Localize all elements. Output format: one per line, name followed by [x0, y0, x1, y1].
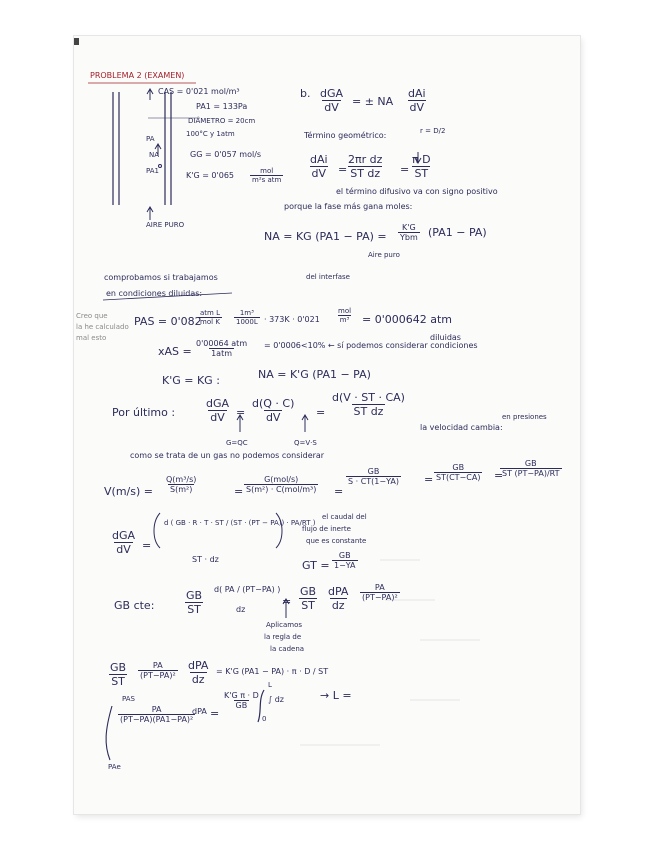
int-dpa: dPA: [192, 707, 207, 716]
pas-mid: · 373K · 0'021: [264, 315, 320, 324]
r1-frac: $\frac{GB}{ST}$: [300, 585, 317, 612]
label-pa: PA: [146, 135, 155, 143]
pas-unit2: $\frac{\text{1m³}}{1000L}$: [236, 309, 258, 327]
given-cas: CAS = 0'021 mol/m³: [158, 87, 240, 96]
last-rhs: $\frac{d(V \cdot ST \cdot CA)}{\text{ST dz}}$: [332, 391, 405, 418]
note-gana-moles: porque la fase más gana moles:: [284, 202, 413, 211]
int-eq: =: [210, 707, 220, 720]
termino-geometrico: Término geométrico:: [304, 131, 387, 140]
note-gas: como se trata de un gas no podemos considerar: [130, 451, 325, 460]
int2-lower: 0: [262, 715, 267, 723]
caudal-note-3: que es constante: [306, 537, 367, 545]
side-note-1: Creo que: [76, 312, 108, 320]
v-frac4: $\frac{GB}{ST(CT-CA)}$: [436, 463, 481, 483]
last-lhs: dGA dV: [206, 397, 230, 424]
chain-rule-1: Aplicamos: [266, 621, 303, 629]
k-frac: $\frac{\text{K'G π · D}}{GB}$: [224, 691, 259, 711]
note-interfase: del interfase: [306, 273, 350, 281]
int2-upper: L: [268, 681, 272, 689]
f1-frac: $\frac{GB}{ST}$: [110, 661, 127, 688]
given-gg: GG = 0'057 mol/s: [190, 150, 262, 159]
xas-frac: 0'00064 atm 1atm: [196, 339, 248, 359]
gt-frac: $\frac{GB}{1-YA}$: [334, 551, 356, 571]
label-na: NA: [149, 151, 160, 159]
geo-rhs: $\frac{\text{π D}}{ST}$: [412, 153, 431, 180]
f2-frac: $\frac{PA}{\text{(PT−PA)²}}$: [140, 661, 176, 681]
label-pa1: PA1: [146, 167, 160, 175]
part-b-label: b.: [300, 87, 311, 100]
chain-rule-2: la regla de: [264, 633, 302, 641]
side-note-3: mal esto: [76, 334, 107, 342]
caudal-note-2: flujo de inerte: [302, 525, 351, 533]
given-diameter: DIÁMETRO = 20cm: [188, 117, 256, 125]
eq1-rhs: dAi dV: [408, 87, 426, 114]
note-aire-puro: Aire puro: [368, 251, 400, 259]
geo-lhs: dAi dV: [310, 153, 328, 180]
kg-equals: K'G = KG :: [162, 374, 220, 387]
geo-mid: $\frac{\text{2πr dz}}{\text{ST dz}}$: [348, 153, 383, 180]
note-difusivo: el término difusivo va con signo positivo: [336, 187, 498, 196]
note-presiones: en presiones: [502, 413, 547, 421]
given-pa1: PA1 = 133Pa: [196, 102, 248, 111]
dz-part: dz: [236, 605, 246, 614]
int2: ∫ dz: [268, 695, 284, 704]
gb-frac: $\frac{GB}{ST}$: [186, 589, 203, 616]
v-frac1: $\frac{\text{Q(m³/s)}}{\text{S(m²)}}$: [166, 475, 197, 495]
xas-lhs: xAS =: [158, 345, 192, 358]
d-part: d( PA / (PT−PA) ): [214, 585, 281, 594]
na-equation: NA = KG (PA1 − PA) =: [264, 230, 387, 243]
xas-rhs: = 0'0006<10% ← sí podemos considerar condiciones: [264, 341, 478, 350]
na-fraction: K'G Ybm: [400, 223, 418, 243]
eq1-mid: = ± NA: [352, 95, 394, 108]
por-ultimo: Por último :: [112, 406, 176, 419]
radius-eq: r = D/2: [420, 127, 446, 135]
check-line1: comprobamos si trabajamos: [104, 273, 218, 282]
r3-frac: $\frac{PA}{\text{(PT−PA)²}}$: [362, 583, 398, 603]
r2-frac: dPA dz: [328, 585, 349, 612]
q-equals-vs: Q=V·S: [294, 439, 317, 447]
given-temperature: 100°C y 1atm: [186, 130, 235, 138]
eq1-lhs: dGA dV: [320, 87, 344, 114]
deriv-eq: =: [282, 595, 292, 608]
given-kg: K'G = 0'065: [186, 171, 234, 180]
chain-rule-3: la cadena: [270, 645, 305, 653]
check-line2: en condiciones diluidas:: [106, 289, 203, 298]
int-upper: PAS: [122, 695, 136, 703]
gt-lhs: GT =: [302, 559, 330, 572]
caudal-note-1: el caudal del: [322, 513, 367, 521]
pas-lhs: PAS = 0'082: [134, 315, 202, 328]
v-frac5: $\frac{GB}{ST (PT-PA)/RT}$: [502, 459, 560, 479]
note-diluidas: diluidas: [430, 333, 461, 342]
note-velocidad: la velocidad cambia:: [420, 423, 503, 432]
given-kg-units: mol m²s atm: [252, 167, 282, 185]
v-lhs: V(m/s) =: [104, 485, 153, 498]
g-equals-qc: G=QC: [226, 439, 248, 447]
deriv-inner: d ( GB · R · T · ST / (ST · (PT − PA)) · PA/RT ): [164, 519, 316, 527]
pas-unit1: atm L mol K: [200, 309, 220, 327]
pas-unit3: mol m³: [338, 307, 352, 325]
deriv-den: ST · dz: [192, 555, 219, 564]
gb-cte: GB cte:: [114, 599, 155, 612]
f3-frac: dPA dz: [188, 659, 209, 686]
v-frac2: G(mol/s) S(m²) · C(mol/m³): [246, 475, 317, 495]
pas-rhs: = 0'000642 atm: [362, 313, 452, 326]
problem-title: PROBLEMA 2 (EXAMEN): [90, 71, 185, 80]
final-result: → L =: [320, 689, 352, 702]
na-tail: (PA1 − PA): [428, 226, 487, 239]
int-lower: PAe: [108, 763, 121, 771]
int-integrand: $\frac{PA}{\text{(PT−PA)(PA1−PA)²}}$: [120, 705, 194, 725]
side-note-2: la he calculado: [76, 323, 129, 331]
na-simplified: NA = K'G (PA1 − PA): [258, 368, 371, 381]
label-aire-puro: AIRE PURO: [146, 221, 185, 229]
v-frac3: $\frac{GB}{S \cdot CT(1-YA)}$: [348, 467, 399, 487]
deriv-lhs: dGA dV: [112, 529, 136, 556]
final-rhs: = K'G (PA1 − PA) · π · D / ST: [216, 667, 329, 676]
last-mid: $\frac{d(Q \cdot C)}{dV}$: [252, 397, 295, 424]
